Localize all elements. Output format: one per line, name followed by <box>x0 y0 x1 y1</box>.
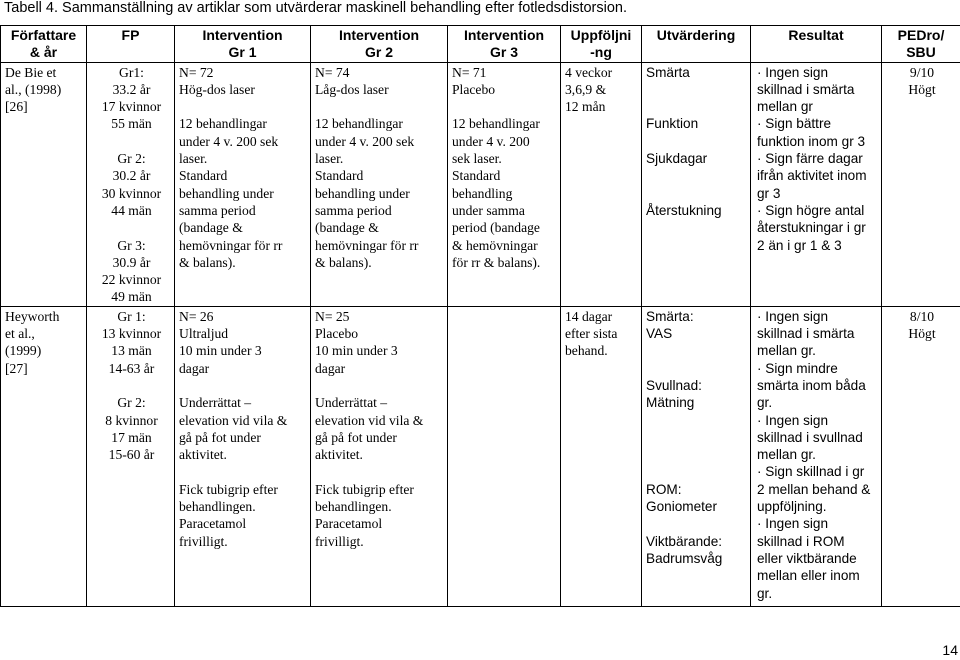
table-row <box>1 62 960 306</box>
cell-gr1: N= 26 Ultraljud 10 min under 3 dagar Underrättat – elevation vid vila & gå på fot under aktivitet. Fick tubigrip efter behandlingen. Paracetamol frivilligt. <box>175 306 311 606</box>
cell-gr1: N= 72 Hög-dos laser 12 behandlingar under 4 v. 200 sek laser. Standard behandling under samma period (bandage & hemövningar för rr & balans). <box>175 62 311 306</box>
cell-gr2: N= 74 Låg-dos laser 12 behandlingar under 4 v. 200 sek laser. Standard behandling under samma period (bandage & hemövningar för rr & balans). <box>311 62 448 306</box>
header-intervention-gr2: Intervention Gr 2 <box>311 26 448 63</box>
comparison-table <box>0 25 960 607</box>
header-pedro: PEDro/ SBU <box>882 26 960 63</box>
header-fp: FP <box>87 26 175 63</box>
cell-pedro: 8/10 Högt <box>882 306 960 606</box>
cell-evaluation: Smärta Funktion Sjukdagar Återstukning <box>642 62 751 306</box>
cell-gr2: N= 25 Placebo 10 min under 3 dagar Underrättat – elevation vid vila & gå på fot under aktivitet. Fick tubigrip efter behandlingen. Paracetamol frivilligt. <box>311 306 448 606</box>
header-intervention-gr1: Intervention Gr 1 <box>175 26 311 63</box>
cell-fp: Gr 1: 13 kvinnor 13 män 14-63 år Gr 2: 8 kvinnor 17 män 15-60 år <box>87 306 175 606</box>
header-intervention-gr3: Intervention Gr 3 <box>448 26 561 63</box>
cell-gr3: N= 71 Placebo 12 behandlingar under 4 v. 200 sek laser. Standard behandling under samma period (bandage & hemövningar för rr & balans). <box>448 62 561 306</box>
cell-gr3 <box>448 306 561 606</box>
cell-followup: 14 dagar efter sista behand. <box>561 306 642 606</box>
header-followup: Uppföljni -ng <box>561 26 642 63</box>
header-author: Författare & år <box>1 26 87 63</box>
cell-evaluation: Smärta: VAS Svullnad: Mätning ROM: Goniometer Viktbärande: Badrumsvåg <box>642 306 751 606</box>
table-row <box>1 306 960 606</box>
cell-fp: Gr1: 33.2 år 17 kvinnor 55 män Gr 2: 30.2 år 30 kvinnor 44 män Gr 3: 30.9 år 22 kvinnor 49 män <box>87 62 175 306</box>
cell-author: Heyworth et al., (1999) [27] <box>1 306 87 606</box>
cell-pedro: 9/10 Högt <box>882 62 960 306</box>
header-result: Resultat <box>751 26 882 63</box>
cell-followup: 4 veckor 3,6,9 & 12 mån <box>561 62 642 306</box>
cell-author: De Bie et al., (1998) [26] <box>1 62 87 306</box>
cell-result: · Ingen sign skillnad i smärta mellan gr · Sign bättre funktion inom gr 3 · Sign färre dagar ifrån aktivitet inom gr 3 · Sign högre antal återstukningar i gr 2 än i gr 1 & 3 <box>751 62 882 306</box>
header-evaluation: Utvärdering <box>642 26 751 63</box>
header-row <box>1 26 960 63</box>
table-caption: Tabell 4. Sammanställning av artiklar som utvärderar maskinell behandling efter fotledsdistorsion. <box>4 0 627 16</box>
cell-result: · Ingen sign skillnad i smärta mellan gr. · Sign mindre smärta inom båda gr. · Ingen sign skillnad i svullnad mellan gr. · Sign skillnad i gr 2 mellan behand & uppföljning. · Ingen sign skillnad i ROM eller viktbärande mellan eller inom gr. <box>751 306 882 606</box>
page-number: 14 <box>942 642 958 658</box>
